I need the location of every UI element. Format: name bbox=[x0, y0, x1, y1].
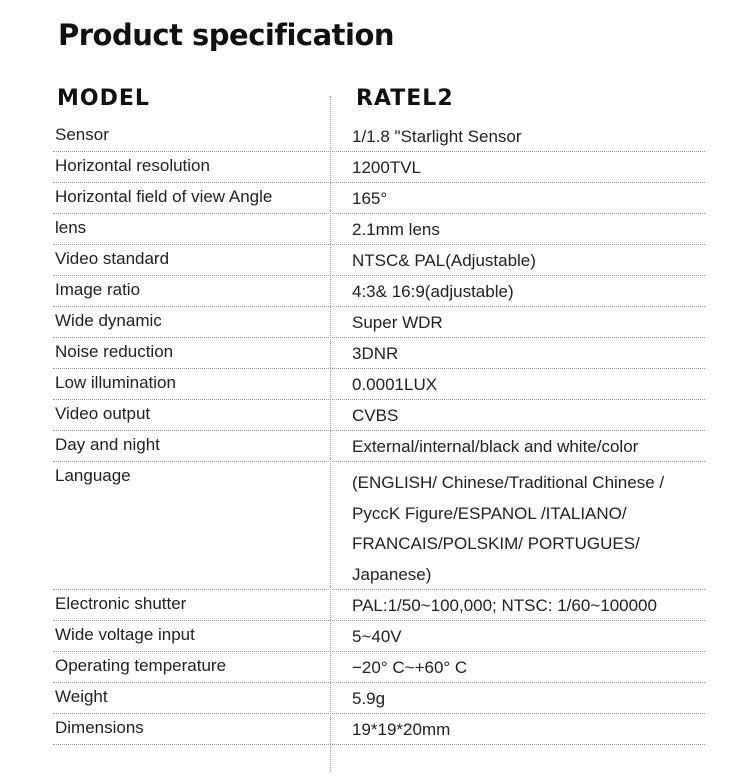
spec-value: 19*19*20mm bbox=[352, 720, 451, 739]
spec-value: PAL:1/50~100,000; NTSC: 1/60~100000 bbox=[352, 596, 657, 615]
spec-row-video-standard bbox=[53, 245, 705, 276]
spec-row-field-of-view bbox=[53, 183, 705, 214]
spec-value: NTSC& PAL(Adjustable) bbox=[352, 251, 536, 270]
spec-label: Image ratio bbox=[55, 280, 141, 299]
spec-row-day-and-night bbox=[53, 431, 705, 462]
spec-row-sensor bbox=[53, 121, 705, 152]
spec-value: Super WDR bbox=[352, 313, 443, 332]
spec-label: Wide dynamic bbox=[55, 311, 162, 330]
spec-value: 165° bbox=[352, 189, 388, 208]
model-header-value: RATEL2 bbox=[356, 86, 454, 111]
spec-row-video-output bbox=[53, 400, 705, 431]
language-line: Japanese) bbox=[352, 564, 432, 584]
spec-label: Video output bbox=[55, 404, 151, 423]
language-line: FRANCAIS/POLSKIM/ PORTUGUES/ bbox=[352, 534, 640, 553]
language-line: PyccK Figure/ESPANOL /ITALIANO/ bbox=[352, 503, 627, 523]
spec-value: 5.9g bbox=[352, 689, 386, 708]
model-header-label: MODEL bbox=[57, 86, 150, 111]
spec-label: Dimensions bbox=[55, 718, 144, 737]
spec-value: 3DNR bbox=[352, 344, 399, 363]
spec-label: Weight bbox=[55, 687, 108, 706]
page-title: Product specification bbox=[58, 18, 395, 52]
spec-value: 0.0001LUX bbox=[352, 375, 438, 394]
spec-value bbox=[352, 468, 664, 590]
spec-label: Horizontal field of view Angle bbox=[55, 187, 273, 206]
spec-label: Language bbox=[55, 466, 131, 485]
spec-row-lens bbox=[53, 214, 705, 245]
spec-row-weight bbox=[53, 683, 705, 714]
spec-value: 1/1.8 "Starlight Sensor bbox=[352, 127, 522, 146]
spec-row-low-illumination bbox=[53, 369, 705, 400]
spec-label: Video standard bbox=[55, 249, 170, 268]
spec-label: Noise reduction bbox=[55, 342, 174, 361]
spec-value: −20° C~+60° C bbox=[352, 658, 468, 677]
spec-row-wide-dynamic bbox=[53, 307, 705, 338]
spec-row-voltage-input bbox=[53, 621, 705, 652]
language-line: (ENGLISH/ Chinese/Traditional Chinese / bbox=[352, 473, 665, 492]
spec-value: External/internal/black and white/color bbox=[352, 437, 639, 456]
spec-row-language bbox=[53, 462, 705, 590]
spec-label: Day and night bbox=[55, 435, 160, 454]
spec-value: 1200TVL bbox=[352, 158, 421, 177]
spec-value: 4:3& 16:9(adjustable) bbox=[352, 282, 514, 301]
spec-value: CVBS bbox=[352, 406, 399, 425]
spec-label: Horizontal resolution bbox=[55, 156, 210, 175]
spec-row-noise-reduction bbox=[53, 338, 705, 369]
spec-label: lens bbox=[55, 218, 87, 237]
spec-table bbox=[53, 121, 705, 745]
spec-row-horizontal-resolution bbox=[53, 152, 705, 183]
spec-label: Sensor bbox=[55, 125, 109, 144]
spec-value: 5~40V bbox=[352, 627, 402, 646]
spec-row-operating-temperature bbox=[53, 652, 705, 683]
spec-row-dimensions bbox=[53, 714, 705, 745]
spec-label: Low illumination bbox=[55, 373, 176, 392]
spec-row-image-ratio bbox=[53, 276, 705, 307]
spec-value: 2.1mm lens bbox=[352, 220, 440, 239]
spec-row-electronic-shutter bbox=[53, 590, 705, 621]
spec-label: Operating temperature bbox=[55, 656, 227, 675]
spec-label: Wide voltage input bbox=[55, 625, 195, 644]
spec-label: Electronic shutter bbox=[55, 594, 187, 613]
